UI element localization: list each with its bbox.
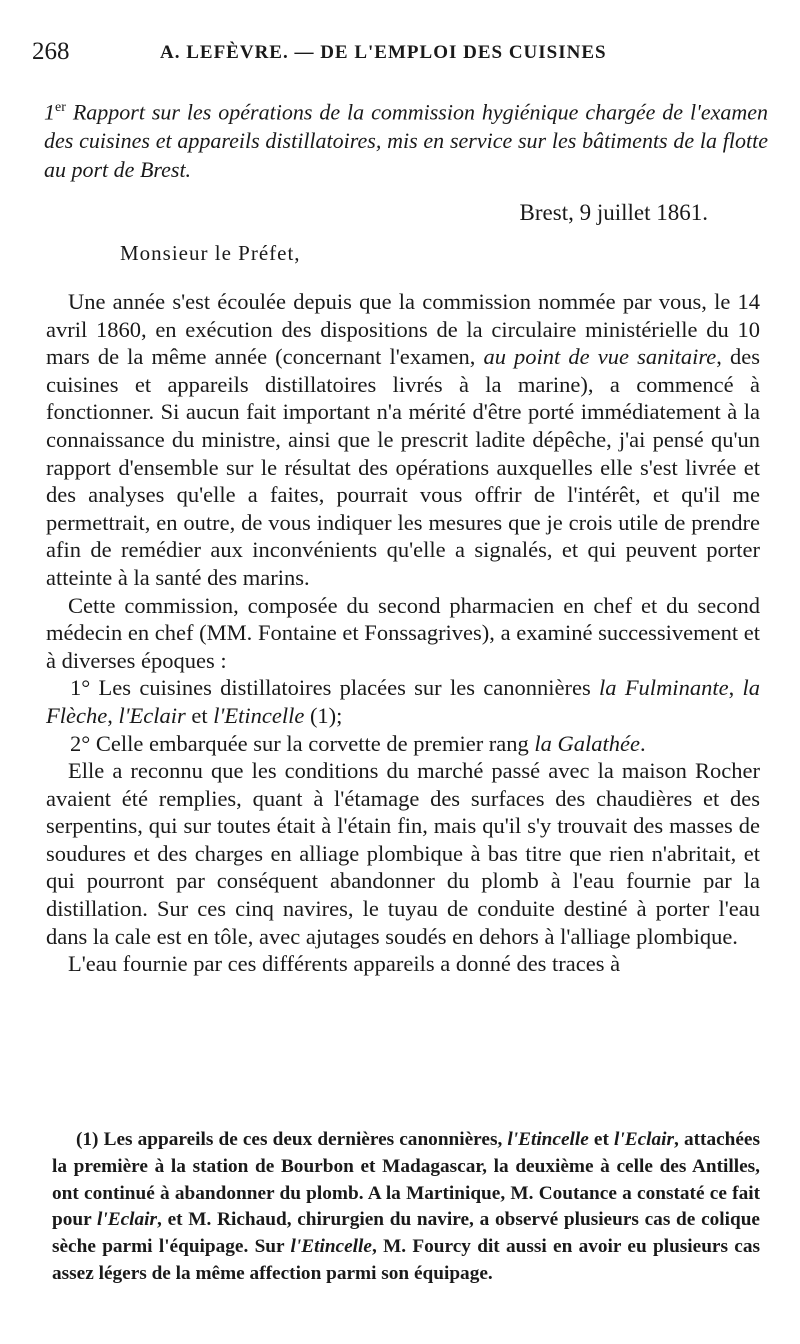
list-item-1-text: 1° Les cuisines distillatoires placées sur les canonnières — [70, 675, 600, 701]
ship-name: la Fulminante — [599, 675, 729, 701]
list-item-1 — [46, 674, 760, 729]
footnote-text: , M. Fourcy dit aussi en avoir eu plusieurs cas assez légers de la même affection parmi son équipage. — [52, 1236, 760, 1284]
paragraph-4: L'eau fournie par ces différents appareils a donné des traces à — [68, 951, 621, 977]
ship-name: la Galathée — [534, 730, 641, 756]
separator: et — [185, 702, 214, 728]
footnote-reference: (1); — [304, 702, 343, 728]
ship-name: l'Etincelle — [213, 702, 305, 728]
page-header — [32, 38, 760, 68]
paragraph-1-part-a: Une année s'est écoulée depuis que la commission nommée par vous, le 14 avril 1860, en exécution des dispositions de la circulaire ministérielle du 10 mars de la même année (concernant l'examen, — [46, 289, 760, 370]
footnote-text: , attachées la première à la station de Bourbon et Madagascar, la deuxième à celle des Antilles, ont continué à abandonner du plomb. A la Martinique, M. Coutance a constaté ce fait pour — [52, 1129, 760, 1231]
paragraph-1 — [46, 288, 760, 592]
footnote — [52, 1127, 760, 1288]
paragraph-1-part-b: , des cuisines et appareils distillatoires livrés à la marine), a commencé à fonctionner. Si aucun fait important n'a mérité d'être porté immédiatement à la connaissance du ministre, ainsi que le prescrit ladite dépêche, j'ai pensé qu'un rapport d'ensemble sur le résultat des opérations auxquelles elle s'est livrée et des analyses qu'elle a faites, pourrait vous offrir de l'intérêt, et qu'il me permettrait, en outre, de vous indiquer les mesures que je crois utile de prendre afin de remédier aux inconvénients qu'elle a signalés, et qui peuvent porter atteinte à la santé des marins. — [46, 344, 760, 590]
footnote-text: (1) Les appareils de ces deux dernières canonnières, — [76, 1129, 508, 1150]
title-ordinal-sup: er — [55, 100, 66, 115]
title-ordinal: 1 — [44, 99, 55, 125]
footnote-1 — [52, 1127, 760, 1288]
salutation: Monsieur le Préfet, — [120, 241, 301, 265]
punctuation: . — [640, 730, 646, 756]
ship-name: l'Etincelle — [507, 1129, 589, 1150]
body-text — [46, 288, 760, 978]
footnote-text: et — [588, 1129, 615, 1150]
ship-name: la Flèche — [46, 675, 761, 728]
report-title — [44, 93, 768, 184]
footnote-text: , et M. Richaud, chirurgien du navire, a observé plusieurs cas de colique sèche parmi l'équipage. Sur — [52, 1209, 760, 1258]
separator: , — [107, 702, 119, 728]
paragraph-1-emphasis: au point de vue sanitaire — [483, 344, 717, 370]
paragraph-3: Elle a reconnu que les conditions du marché passé avec la maison Rocher avaient été remplies, quant à l'étamage des surfaces des chaudières et des serpentins, qui sur toutes était à l'étain fin, mais qu'il s'y trouvait des masses de soudures et des charges en alliage plombique à bas titre que rien n'abritait, et qui pourront par conséquent abandonner du plomb à l'eau fournie par la distillation. Sur ces cinq navires, le tuyau de conduite destiné à porter l'eau dans la cale est en tôle, avec ajutages soudés en dehors à l'alliage plombique. — [46, 758, 760, 949]
paragraph-2: Cette commission, composée du second pharmacien en chef et du second médecin en chef (MM. Fontaine et Fonssagrives), a examiné successivement et à diverses époques : — [46, 592, 760, 673]
list-item-2 — [46, 730, 760, 758]
page-number: 268 — [32, 38, 70, 65]
list-item-2-text: 2° Celle embarquée sur la corvette de premier rang — [70, 730, 535, 756]
ship-name: l'Etincelle — [290, 1236, 372, 1258]
dateline: Brest, 9 juillet 1861. — [519, 200, 708, 225]
title-text: Rapport sur les opérations de la commission hygiénique chargée de l'examen des cuisines et appareils distillatoires, mis en service sur les bâtiments de la flotte au port de Brest. — [44, 99, 768, 183]
running-head: A. LEFÈVRE. — DE L'EMPLOI DES CUISINES — [160, 42, 607, 63]
ship-name: l'Eclair — [614, 1129, 675, 1150]
ship-name: l'Eclair — [97, 1209, 158, 1231]
ship-name: l'Eclair — [118, 702, 186, 728]
separator: , — [728, 675, 743, 701]
